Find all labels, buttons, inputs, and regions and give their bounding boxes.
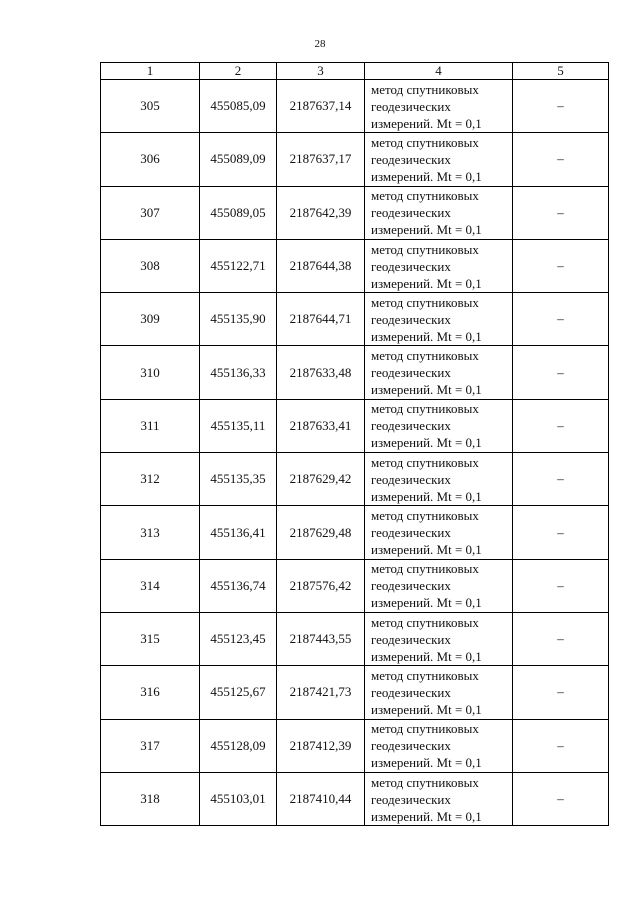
point-number: 309 [101,293,200,346]
method-cell [365,453,513,506]
x-coordinate: 455135,90 [200,293,277,346]
method-line-3: измерений. Mt = 0,1 [371,595,482,611]
table-row [101,719,609,772]
x-coordinate: 455089,09 [200,133,277,186]
method-line-2: геодезических [371,151,451,167]
coordinates-table [100,62,609,826]
method-cell [365,559,513,612]
method-cell [365,133,513,186]
method-line-2: геодезических [371,738,451,754]
method-line-2: геодезических [371,205,451,221]
method-line-2: геодезических [371,98,451,114]
method-cell [365,80,513,133]
y-coordinate: 2187421,73 [277,666,365,719]
x-coordinate: 455103,01 [200,772,277,825]
method-line-1: метод спутниковых [371,721,479,737]
method-line-3: измерений. Mt = 0,1 [371,382,482,398]
point-number: 307 [101,186,200,239]
y-coordinate: 2187443,55 [277,612,365,665]
method-line-2: геодезических [371,578,451,594]
method-line-1: метод спутниковых [371,134,479,150]
point-number: 317 [101,719,200,772]
method-line-1: метод спутниковых [371,348,479,364]
column-5-value: – [513,453,609,506]
method-line-1: метод спутниковых [371,81,479,97]
x-coordinate: 455123,45 [200,612,277,665]
table-row [101,239,609,292]
column-5-value: – [513,186,609,239]
method-line-2: геодезических [371,525,451,541]
table-row [101,186,609,239]
point-number: 310 [101,346,200,399]
x-coordinate: 455122,71 [200,239,277,292]
y-coordinate: 2187629,42 [277,453,365,506]
method-line-3: измерений. Mt = 0,1 [371,275,482,291]
point-number: 305 [101,80,200,133]
column-5-value: – [513,612,609,665]
method-line-1: метод спутниковых [371,774,479,790]
method-line-2: геодезических [371,684,451,700]
method-line-1: метод спутниковых [371,561,479,577]
table-row [101,399,609,452]
column-5-value: – [513,719,609,772]
method-cell [365,186,513,239]
column-5-value: – [513,239,609,292]
y-coordinate: 2187412,39 [277,719,365,772]
column-header-2: 2 [200,63,277,80]
method-line-2: геодезических [371,471,451,487]
method-line-1: метод спутниковых [371,667,479,683]
y-coordinate: 2187410,44 [277,772,365,825]
point-number: 306 [101,133,200,186]
table-row [101,506,609,559]
method-cell [365,506,513,559]
point-number: 316 [101,666,200,719]
method-line-1: метод спутниковых [371,614,479,630]
column-5-value: – [513,133,609,186]
x-coordinate: 455135,11 [200,399,277,452]
y-coordinate: 2187644,38 [277,239,365,292]
method-cell [365,346,513,399]
method-line-2: геодезических [371,365,451,381]
method-line-2: геодезических [371,791,451,807]
column-5-value: – [513,346,609,399]
method-line-3: измерений. Mt = 0,1 [371,488,482,504]
y-coordinate: 2187642,39 [277,186,365,239]
table-row [101,666,609,719]
y-coordinate: 2187633,41 [277,399,365,452]
method-line-1: метод спутниковых [371,508,479,524]
column-header-5: 5 [513,63,609,80]
column-header-1: 1 [101,63,200,80]
table-row [101,612,609,665]
x-coordinate: 455136,33 [200,346,277,399]
y-coordinate: 2187576,42 [277,559,365,612]
method-line-3: измерений. Mt = 0,1 [371,115,482,131]
method-line-3: измерений. Mt = 0,1 [371,328,482,344]
header-row [101,63,609,80]
column-header-4: 4 [365,63,513,80]
x-coordinate: 455085,09 [200,80,277,133]
method-line-1: метод спутниковых [371,241,479,257]
method-line-2: геодезических [371,418,451,434]
table-row [101,293,609,346]
method-line-2: геодезических [371,631,451,647]
y-coordinate: 2187629,48 [277,506,365,559]
method-line-3: измерений. Mt = 0,1 [371,701,482,717]
table-row [101,559,609,612]
y-coordinate: 2187644,71 [277,293,365,346]
method-line-3: измерений. Mt = 0,1 [371,222,482,238]
table-row [101,346,609,399]
table-row [101,133,609,186]
method-cell [365,719,513,772]
x-coordinate: 455089,05 [200,186,277,239]
method-line-3: измерений. Mt = 0,1 [371,435,482,451]
table-row [101,772,609,825]
column-5-value: – [513,772,609,825]
x-coordinate: 455125,67 [200,666,277,719]
point-number: 312 [101,453,200,506]
method-line-3: измерений. Mt = 0,1 [371,755,482,771]
method-line-2: геодезических [371,311,451,327]
column-5-value: – [513,399,609,452]
method-line-1: метод спутниковых [371,454,479,470]
column-header-3: 3 [277,63,365,80]
point-number: 311 [101,399,200,452]
method-cell [365,399,513,452]
column-5-value: – [513,559,609,612]
method-cell [365,293,513,346]
method-line-3: измерений. Mt = 0,1 [371,808,482,824]
point-number: 308 [101,239,200,292]
column-5-value: – [513,666,609,719]
method-line-3: измерений. Mt = 0,1 [371,542,482,558]
method-cell [365,239,513,292]
method-cell [365,612,513,665]
point-number: 315 [101,612,200,665]
y-coordinate: 2187637,14 [277,80,365,133]
y-coordinate: 2187637,17 [277,133,365,186]
table-row [101,453,609,506]
column-5-value: – [513,80,609,133]
x-coordinate: 455136,74 [200,559,277,612]
x-coordinate: 455135,35 [200,453,277,506]
point-number: 314 [101,559,200,612]
column-5-value: – [513,293,609,346]
method-line-3: измерений. Mt = 0,1 [371,648,482,664]
method-cell [365,666,513,719]
table-row [101,80,609,133]
method-line-1: метод спутниковых [371,401,479,417]
point-number: 318 [101,772,200,825]
column-5-value: – [513,506,609,559]
method-line-1: метод спутниковых [371,188,479,204]
method-line-2: геодезических [371,258,451,274]
method-line-1: метод спутниковых [371,294,479,310]
page-number: 28 [314,38,326,50]
point-number: 313 [101,506,200,559]
y-coordinate: 2187633,48 [277,346,365,399]
method-cell [365,772,513,825]
x-coordinate: 455136,41 [200,506,277,559]
x-coordinate: 455128,09 [200,719,277,772]
method-line-3: измерений. Mt = 0,1 [371,168,482,184]
